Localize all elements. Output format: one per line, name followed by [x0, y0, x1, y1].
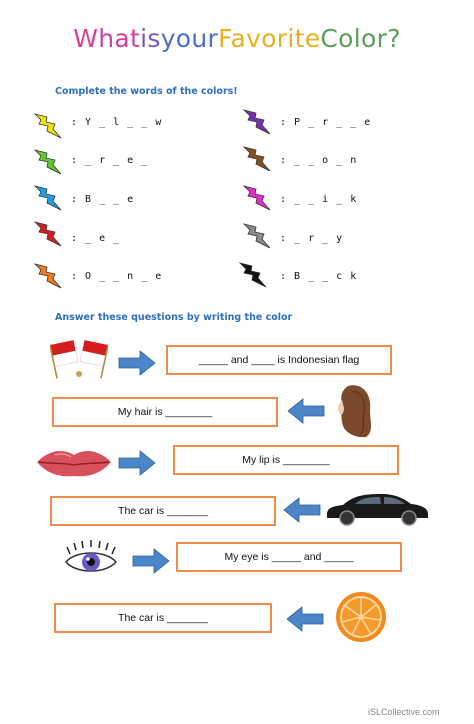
question-box-eye[interactable]: My eye is _____ and _____	[176, 542, 402, 572]
title-word-2: is	[140, 24, 161, 53]
title-word-3: your	[160, 24, 219, 53]
page-title	[0, 24, 474, 53]
lightning-bolt-icon	[242, 184, 272, 212]
color-word-black: : B _ _ c k	[280, 271, 358, 282]
color-word-pink: : _ _ i _ k	[280, 194, 358, 205]
footer-watermark: iSLCollective.com	[368, 707, 440, 717]
color-word-red: : _ e _	[71, 233, 121, 244]
title-word-5: Color?	[320, 24, 401, 53]
question-box-flag[interactable]: _____ and ____ is Indonesian flag	[166, 345, 392, 375]
question-box-lip[interactable]: My lip is ________	[173, 445, 399, 475]
question-box-car[interactable]: The car is _______	[50, 496, 276, 526]
arrow-left-icon	[287, 398, 325, 424]
question-box-orange[interactable]: The car is _______	[54, 603, 272, 633]
arrow-left-icon	[286, 606, 324, 632]
lightning-bolt-icon	[33, 184, 63, 212]
lightning-bolt-icon	[33, 220, 63, 248]
lightning-bolt-icon	[33, 148, 63, 176]
arrow-right-icon	[118, 450, 156, 476]
lightning-bolt-icon	[242, 145, 272, 173]
color-word-green: : _ r _ e _	[71, 155, 149, 166]
lips-image	[35, 446, 113, 478]
color-word-yellow: : Y _ l _ _ w	[71, 117, 163, 128]
color-word-blue: : B _ _ e	[71, 194, 135, 205]
lightning-bolt-icon	[33, 112, 63, 140]
section2-heading: Answer these questions by writing the color	[55, 312, 293, 323]
orange-slice-image	[335, 591, 387, 643]
color-word-brown: : _ _ o _ n	[280, 155, 358, 166]
question-box-hair[interactable]: My hair is ________	[52, 397, 278, 427]
lightning-bolt-icon	[33, 262, 63, 290]
color-word-purple: : P _ r _ _ e	[280, 117, 372, 128]
arrow-left-icon	[283, 497, 321, 523]
lightning-bolt-icon	[242, 222, 272, 250]
color-word-grey: : _ r _ y	[280, 233, 344, 244]
indonesian-flag-image	[50, 336, 108, 380]
section1-heading: Complete the words of the colors!	[55, 86, 238, 97]
color-word-orange: : O _ _ n _ e	[71, 271, 163, 282]
arrow-right-icon	[132, 548, 170, 574]
lightning-bolt-icon	[238, 261, 268, 289]
title-word-4: Favorite	[218, 24, 321, 53]
lightning-bolt-icon	[242, 108, 272, 136]
car-image	[325, 490, 430, 526]
title-word-1: What	[73, 24, 141, 53]
eye-image	[62, 538, 120, 580]
hair-image	[330, 382, 374, 438]
arrow-right-icon	[118, 350, 156, 376]
